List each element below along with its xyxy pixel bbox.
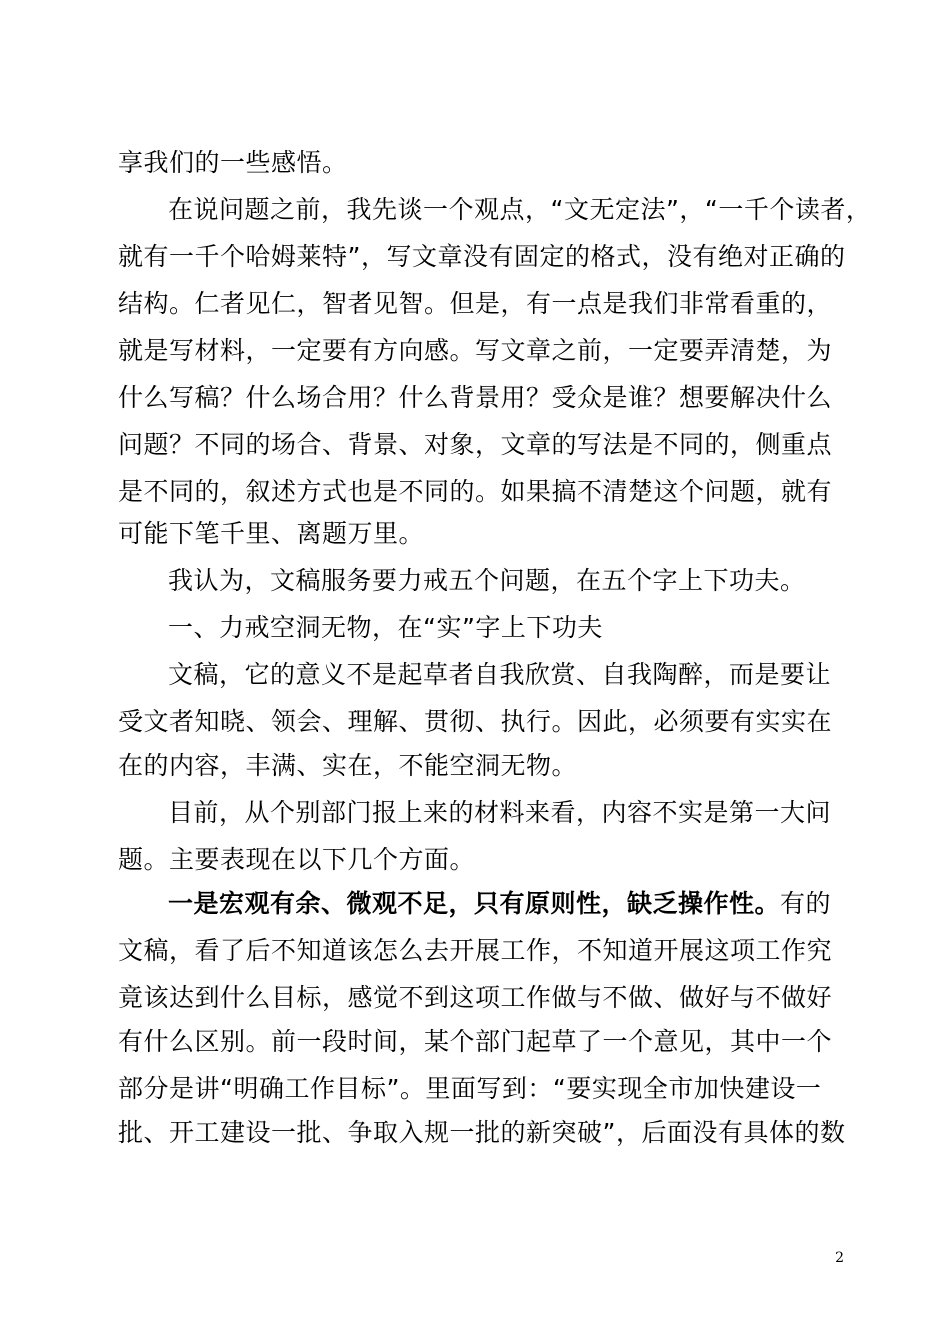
section-heading: 一、力戒空洞无物，在“实”字上下功夫	[168, 613, 603, 642]
text-line: 享我们的一些感悟。	[118, 148, 348, 177]
text-line: 目前，从个别部门报上来的材料来看，内容不实是第一大问	[168, 798, 832, 827]
text-line: 就是写材料，一定要有方向感。写文章之前，一定要弄清楚，为	[118, 336, 833, 365]
text-line: 文稿，看了后不知道该怎么去开展工作，不知道开展这项工作究	[118, 936, 833, 965]
text-line: 在说问题之前，我先谈一个观点，“文无定法”，“一千个读者，	[168, 195, 872, 224]
text-line: 什么写稿？什么场合用？什么背景用？受众是谁？想要解决什么	[118, 383, 833, 412]
text-line: 批、开工建设一批、争取入规一批的新突破”，后面没有具体的数	[118, 1118, 846, 1147]
text-line: 题。主要表现在以下几个方面。	[118, 845, 476, 874]
text-line: 受文者知晓、领会、理解、贯彻、执行。因此，必须要有实实在	[118, 707, 833, 736]
text-line: 在的内容，丰满、实在，不能空洞无物。	[118, 751, 578, 780]
text-line: 我认为，文稿服务要力戒五个问题，在五个字上下功夫。	[168, 566, 806, 595]
text-line: 部分是讲“明确工作目标”。里面写到：“要实现全市加快建设一	[118, 1074, 822, 1103]
text-line: 可能下笔千里、离题万里。	[118, 519, 425, 548]
emphasis-line	[168, 887, 838, 921]
text-line: 是不同的，叙述方式也是不同的。如果搞不清楚这个问题，就有	[118, 477, 833, 506]
text-continuation: 有的	[780, 889, 832, 918]
text-line: 竟该达到什么目标，感觉不到这项工作做与不做、做好与不做好	[118, 983, 833, 1012]
text-line: 结构。仁者见仁，智者见智。但是，有一点是我们非常看重的，	[118, 289, 833, 318]
text-line: 有什么区别。前一段时间，某个部门起草了一个意见，其中一个	[118, 1027, 833, 1056]
text-line: 文稿，它的意义不是起草者自我欣赏、自我陶醉，而是要让	[168, 660, 832, 689]
bold-lead-text: 一是宏观有余、微观不足，只有原则性，缺乏操作性。	[168, 889, 781, 918]
text-line: 就有一千个哈姆莱特”，写文章没有固定的格式，没有绝对正确的	[118, 242, 846, 271]
page-number: 2	[835, 1250, 844, 1266]
text-line: 问题？不同的场合、背景、对象，文章的写法是不同的，侧重点	[118, 430, 833, 459]
